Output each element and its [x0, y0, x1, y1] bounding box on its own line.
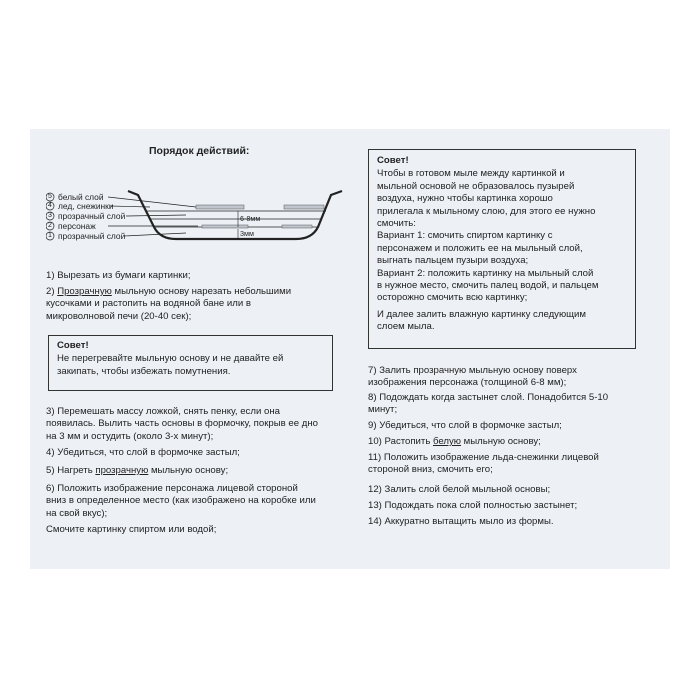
step-9: 9) Убедиться, что слой в формочке застыл; — [368, 420, 562, 431]
mold-outline — [128, 191, 342, 239]
step-13: 13) Подождать пока слой полностью застынет; — [368, 500, 578, 511]
dimension-upper: 6-8мм — [240, 214, 261, 223]
dimension-lower: 3мм — [240, 229, 254, 238]
advice-box-bubbles: Совет! Чтобы в готовом мыле между картинкой и мыльной основой не образовалось пузырей воздуха, нужно чтобы картинка хорошо прилегала к мыльному слою, для этого ее нужно смочить: Вариант 1: смочить спиртом картинку с персонажем и положить ее на мыльный слой, выгнать пальцем пузыри воздуха; Вариант 2: положить картинку на мыльный слой в нужное место, смочить палец водой, и пальцем осторожно смочить всю картинку; И далее залить влажную картинку следующим слоем мыла. — [368, 149, 636, 349]
character-picture-piece-2 — [282, 225, 312, 228]
snowflake-picture-piece-2 — [284, 205, 324, 209]
character-picture-piece — [202, 225, 248, 228]
step-11: 11) Положить изображение льда-снежинки лицевой стороной вниз, смочить его; — [368, 452, 599, 476]
step-5: 5) Нагреть прозрачную мыльную основу; — [46, 465, 229, 476]
snowflake-picture-piece — [196, 205, 244, 209]
step-14: 14) Аккуратно вытащить мыло из формы. — [368, 516, 554, 527]
layers-diagram: 5 белый слой 4 лед, снежинки 3 прозрачный слой 2 персонаж 1 прозрачный слой 6-8мм 3мм — [46, 181, 346, 261]
advice-box-overheat: Совет! Не перегревайте мыльную основу и не давайте ей закипать, чтобы избежать помутнения. — [48, 335, 333, 391]
advice-title: Совет! — [57, 340, 89, 351]
page-title: Порядок действий: — [149, 145, 250, 157]
step-4: 4) Убедиться, что слой в формочке застыл; — [46, 447, 240, 458]
instruction-sheet — [30, 129, 670, 569]
step-7: 7) Залить прозрачную мыльную основу поверх изображения персонажа (толщиной 6-8 мм); — [368, 365, 577, 389]
step-3: 3) Перемешать массу ложкой, снять пенку, если она появилась. Вылить часть основы в формочку, покрыв ее дно на 3 мм и остудить (около 3-х минут); — [46, 406, 318, 442]
step-1: 1) Вырезать из бумаги картинки; — [46, 270, 191, 281]
step-12: 12) Залить слой белой мыльной основы; — [368, 484, 551, 495]
step-6-note: Смочите картинку спиртом или водой; — [46, 524, 217, 535]
step-6: 6) Положить изображение персонажа лицевой стороной вниз в определенное место (как изображено на коробке или на свой вкус); — [46, 483, 316, 519]
advice-title-right: Совет! — [377, 155, 409, 166]
step-8: 8) Подождать когда застынет слой. Понадобится 5-10 минут; — [368, 392, 609, 416]
step-10: 10) Растопить белую мыльную основу; — [368, 436, 541, 447]
step-2: 2) Прозрачную мыльную основу нарезать небольшими кусочками и растопить на водяной бане или в микроволновой печи (20-40 сек); — [46, 286, 292, 322]
